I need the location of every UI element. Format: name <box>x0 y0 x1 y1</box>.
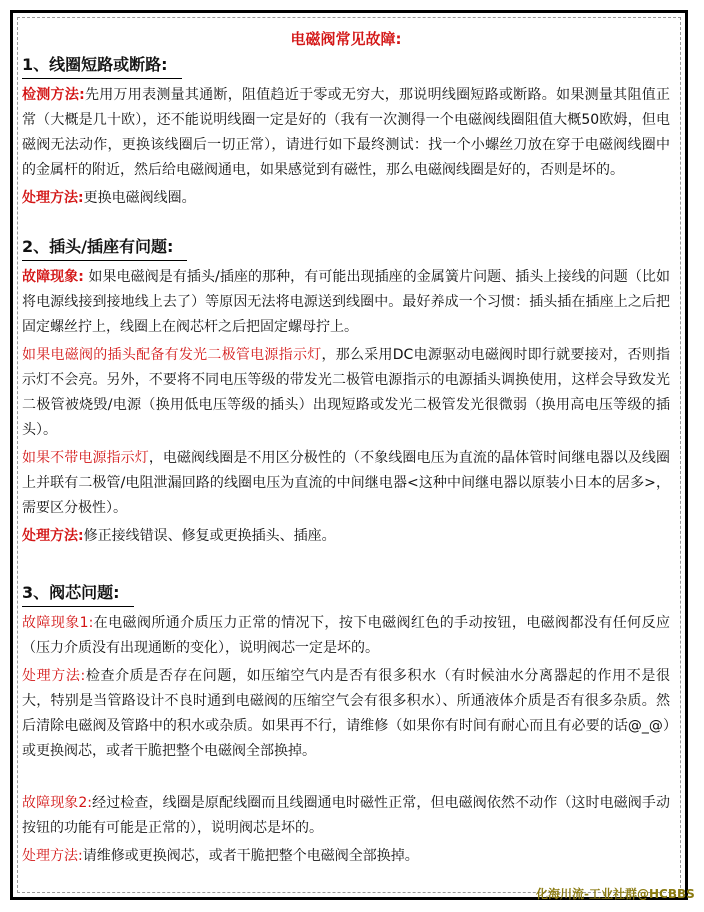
symptom-text: 如果电磁阀是有插头/插座的那种，有可能出现插座的金属簧片问题、插头上接线的问题（比如将电源线接到接地线上去了）等原因无法将电源送到线圈中。最好养成一个习惯：插头插在插座上之后把固定螺丝拧上，线圈上在阀芯杆之后把固定螺母拧上。 <box>22 269 670 335</box>
section-2-para-symptom <box>22 265 670 340</box>
noled-label: 如果不带电源指示灯 <box>22 450 149 466</box>
symptom2-label: 故障现象2: <box>22 795 93 811</box>
led-label: 如果电磁阀的插头配备有发光二极管电源指示灯 <box>22 347 322 363</box>
fix-label: 处理方法: <box>22 528 84 544</box>
symptom1-label: 故障现象1: <box>22 615 94 631</box>
led-text: ，那么采用DC电源驱动电磁阀时即行就要接对，否则指示灯不会亮。另外，不要将不同电压等级的带发光二极管电源指示的电源插头调换使用，这样会导致发光二极管被烧毁/电源（换用低电压等级的插头）出现短路或发光二极管发光很微弱（换用高电压等级的插头）。 <box>22 347 671 438</box>
fix2-label: 处理方法: <box>22 848 83 864</box>
spacer <box>22 214 670 234</box>
section-2-heading: 2、插头/插座有问题: <box>22 236 187 261</box>
section-1-para-fix <box>22 186 670 211</box>
symptom2-text: 经过检查，线圈是原配线圈而且线圈通电时磁性正常，但电磁阀依然不动作（这时电磁阀手动按钮的功能有可能是正常的），说明阀芯是坏的。 <box>22 795 670 836</box>
page-title: 电磁阀常见故障: <box>290 30 402 48</box>
symptom1-text: 在电磁阀所通介质压力正常的情况下，按下电磁阀红色的手动按钮，电磁阀都没有任何反应（压力介质没有出现通断的变化），说明阀芯一定是坏的。 <box>22 615 670 656</box>
section-2-para-led <box>22 343 670 443</box>
section-3-para-fix2 <box>22 844 670 869</box>
spacer <box>22 767 670 791</box>
section-1-para-detect <box>22 83 670 183</box>
spacer <box>22 552 670 580</box>
section-2-para-fix <box>22 524 670 549</box>
fix-text: 更换电磁阀线圈。 <box>83 190 196 206</box>
fix-label: 处理方法: <box>22 190 84 206</box>
fix1-label: 处理方法: <box>22 668 86 684</box>
symptom-label: 故障现象: <box>22 269 84 285</box>
detect-label: 检测方法: <box>22 87 85 103</box>
noled-text: ，电磁阀线圈是不用区分极性的（不象线圈电压为直流的晶体管时间继电器以及线圈上并联有二极管/电阻泄漏回路的线圈电压为直流的中间继电器<这种中间继电器以原装小日本的居多>，需要区分极性）。 <box>22 450 671 516</box>
section-3-para-symptom1 <box>22 611 670 661</box>
section-2-para-noled <box>22 446 670 521</box>
fix1-text: 检查介质是否存在问题，如压缩空气内是否有很多积水（有时候油水分离器起的作用不是很大，特别是当管路设计不良时通到电磁阀的压缩空气会有很多积水）、所通液体介质是否有很多杂质。然后清除电磁阀及管路中的积水或杂质。如果再不行，请维修（如果你有时间有耐心而且有必要的话@_@）或更换阀芯，或者干脆把整个电磁阀全部换掉。 <box>22 668 671 759</box>
section-1-heading: 1、线圈短路或断路: <box>22 54 182 79</box>
fix-text: 修正接线错误、修复或更换插头、插座。 <box>83 528 336 544</box>
document-content <box>22 28 670 872</box>
section-3-para-fix1 <box>22 664 670 764</box>
fix2-text: 请维修或更换阀芯，或者干脆把整个电磁阀全部换掉。 <box>82 848 419 864</box>
watermark: 化海川流-工业社群@HCBBS <box>536 887 695 901</box>
detect-text: 先用万用表测量其通断，阻值趋近于零或无穷大，那说明线圈短路或断路。如果测量其阻值正常（大概是几十欧），还不能说明线圈一定是好的（我有一次测得一个电磁阀线圈阻值大概50欧姆，但电磁阀无法动作，更换该线圈后一切正常），请进行如下最终测试：找一个小螺丝刀放在穿于电磁阀线圈中的金属杆的附近，然后给电磁阀通电，如果感觉到有磁性，那么电磁阀线圈是好的，否则是坏的。 <box>22 87 670 178</box>
section-3-heading: 3、阀芯问题: <box>22 582 134 607</box>
section-3-para-symptom2 <box>22 791 670 841</box>
